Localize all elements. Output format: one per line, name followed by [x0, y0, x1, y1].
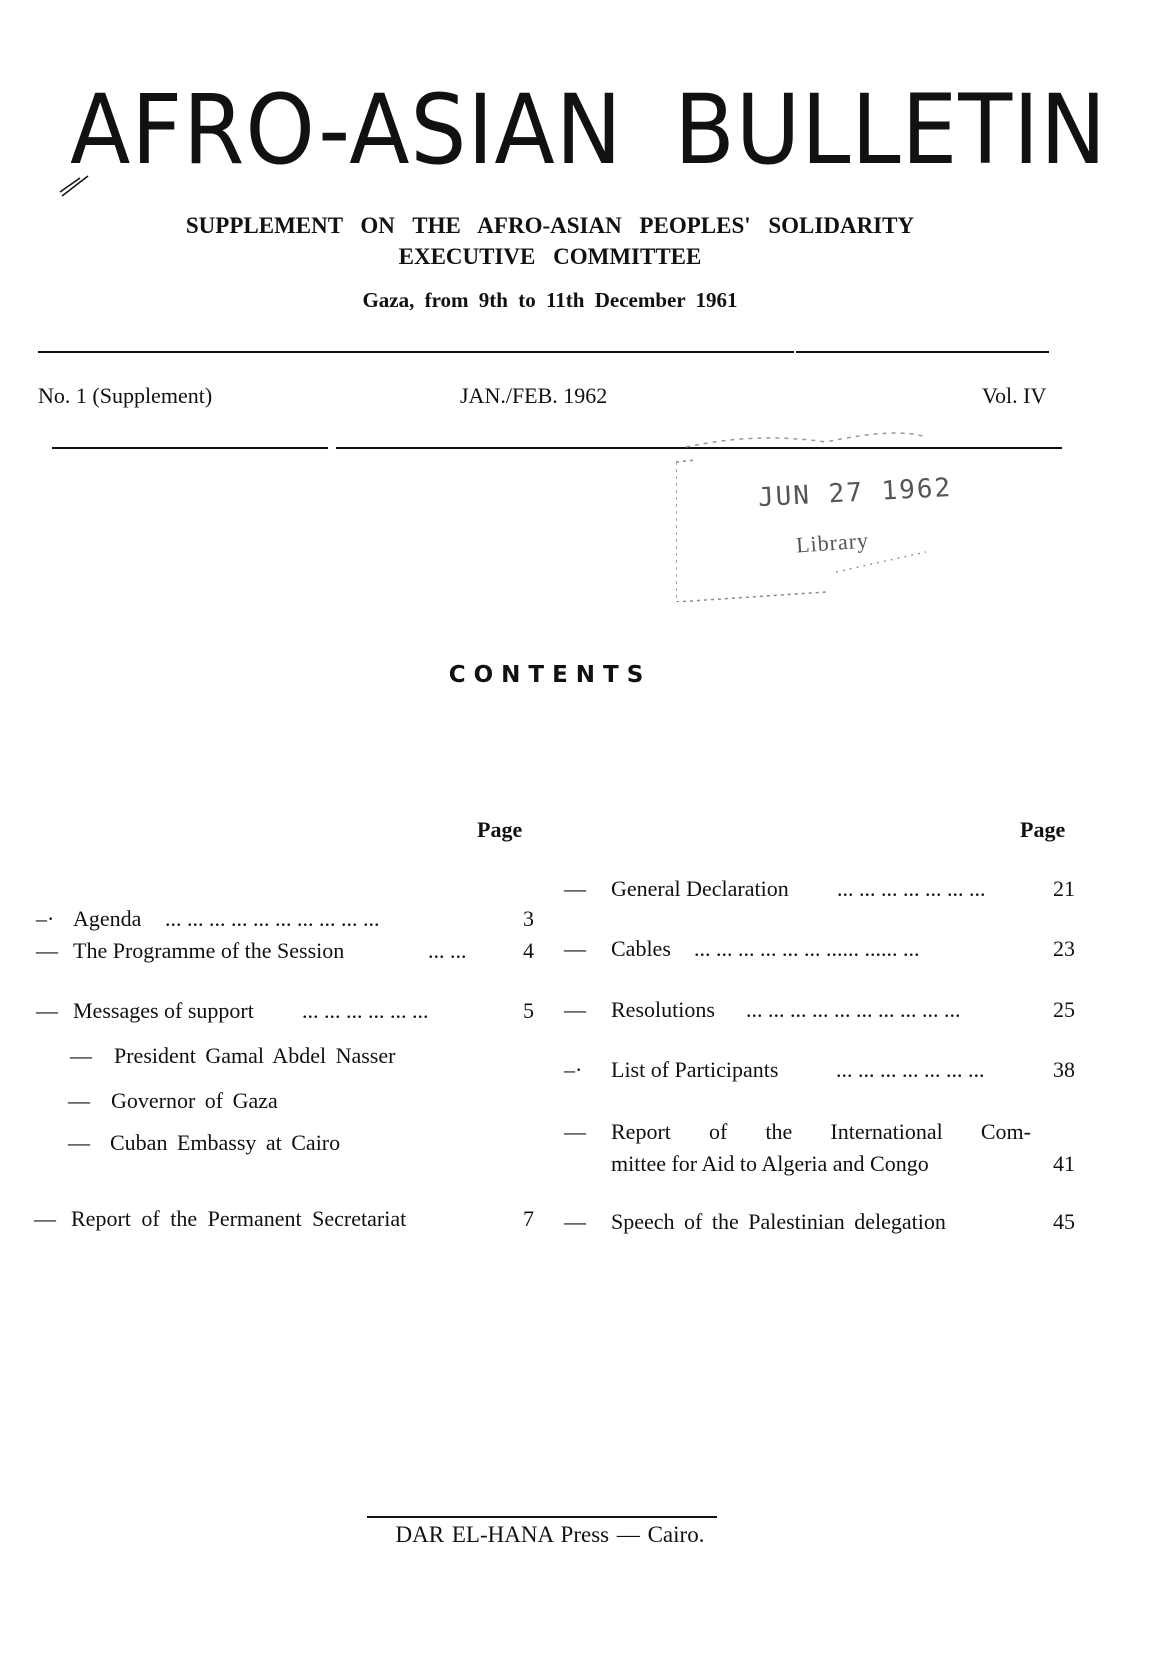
toc-subentry: Cuban Embassy at Cairo — [110, 1130, 341, 1155]
toc-page-number: 25 — [1053, 997, 1075, 1022]
toc-leader: ... ... — [428, 938, 467, 963]
toc-page-number: 7 — [523, 1206, 534, 1231]
dash: — — [36, 998, 58, 1023]
dash: — — [68, 1130, 90, 1155]
title-bulletin: BULLETIN — [674, 74, 1108, 186]
toc-page-number: 45 — [1053, 1209, 1075, 1234]
dash: — — [36, 938, 58, 963]
toc-leader: ... ... ... ... ... ... ... — [837, 876, 986, 901]
toc-entry-label: Resolutions — [611, 997, 715, 1022]
toc-page-number: 5 — [523, 998, 534, 1023]
toc-entry-label: Cables — [611, 936, 671, 961]
toc-subentry: President Gamal Abdel Nasser — [114, 1043, 396, 1068]
toc-entry-label: Report of the International Com- — [611, 1119, 1031, 1144]
toc-page-number: 38 — [1053, 1057, 1075, 1082]
toc-subentry: Governor of Gaza — [111, 1088, 278, 1113]
footer-rule — [367, 1516, 717, 1518]
toc-leader: ... ... ... ... ... ... ... ... ... ... — [165, 906, 380, 931]
toc-page-number: 23 — [1053, 936, 1075, 961]
toc-entry-label: List of Participants — [611, 1057, 779, 1082]
toc-page-number: 3 — [523, 906, 534, 931]
dash: — — [68, 1088, 90, 1113]
dash: — — [564, 1119, 586, 1144]
toc-entry-label: Speech of the Palestinian delegation — [611, 1209, 946, 1234]
subtitle-line-1: SUPPLEMENT ON THE AFRO-ASIAN PEOPLES' SOLIDARITY — [185, 213, 915, 238]
imprint: DAR EL-HANA Press — Cairo. — [395, 1522, 705, 1547]
toc-page-number: 4 — [523, 938, 534, 963]
toc-entry-label: The Programme of the Session — [73, 938, 345, 963]
dash: –· — [36, 906, 55, 931]
dateline: Gaza, from 9th to 11th December 1961 — [362, 288, 738, 312]
dash: — — [70, 1043, 92, 1068]
issue-number: No. 1 (Supplement) — [38, 383, 213, 408]
issue-date: JAN./FEB. 1962 — [460, 383, 608, 408]
dash: — — [564, 876, 586, 901]
dash: — — [564, 936, 586, 961]
stamp-date: JUN 27 1962 — [757, 472, 953, 514]
title-afro-asian: AFRO-ASIAN — [70, 74, 623, 186]
toc-entry-label-continued: mittee for Aid to Algeria and Congo — [611, 1151, 929, 1176]
toc-leader: ... ... ... ... ... ... ... ... ... ... — [746, 997, 961, 1022]
toc-leader: ... ... ... ... ... ... ... — [836, 1057, 985, 1082]
toc-page-number: 41 — [1053, 1151, 1075, 1176]
subtitle-line-2: EXECUTIVE COMMITTEE — [398, 244, 702, 269]
toc-entry-label: General Declaration — [611, 876, 789, 901]
toc-entry-label: Report of the Permanent Secretariat — [71, 1206, 407, 1231]
contents-heading: CONTENTS — [448, 662, 652, 688]
dash: — — [564, 1209, 586, 1234]
stamp-label: Library — [795, 527, 870, 558]
toc-entry-label: Agenda — [73, 906, 142, 931]
page-column-label: Page — [1020, 817, 1066, 842]
dash: –· — [564, 1057, 583, 1082]
toc-entry-label: Messages of support — [73, 998, 254, 1023]
page-column-label: Page — [477, 817, 523, 842]
dash: — — [564, 997, 586, 1022]
toc-leader: ... ... ... ... ... ... ...... ...... ... — [694, 936, 920, 961]
dash: — — [34, 1206, 56, 1231]
issue-volume: Vol. IV — [982, 383, 1047, 408]
toc-leader: ... ... ... ... ... ... — [302, 998, 429, 1023]
toc-page-number: 21 — [1053, 876, 1075, 901]
